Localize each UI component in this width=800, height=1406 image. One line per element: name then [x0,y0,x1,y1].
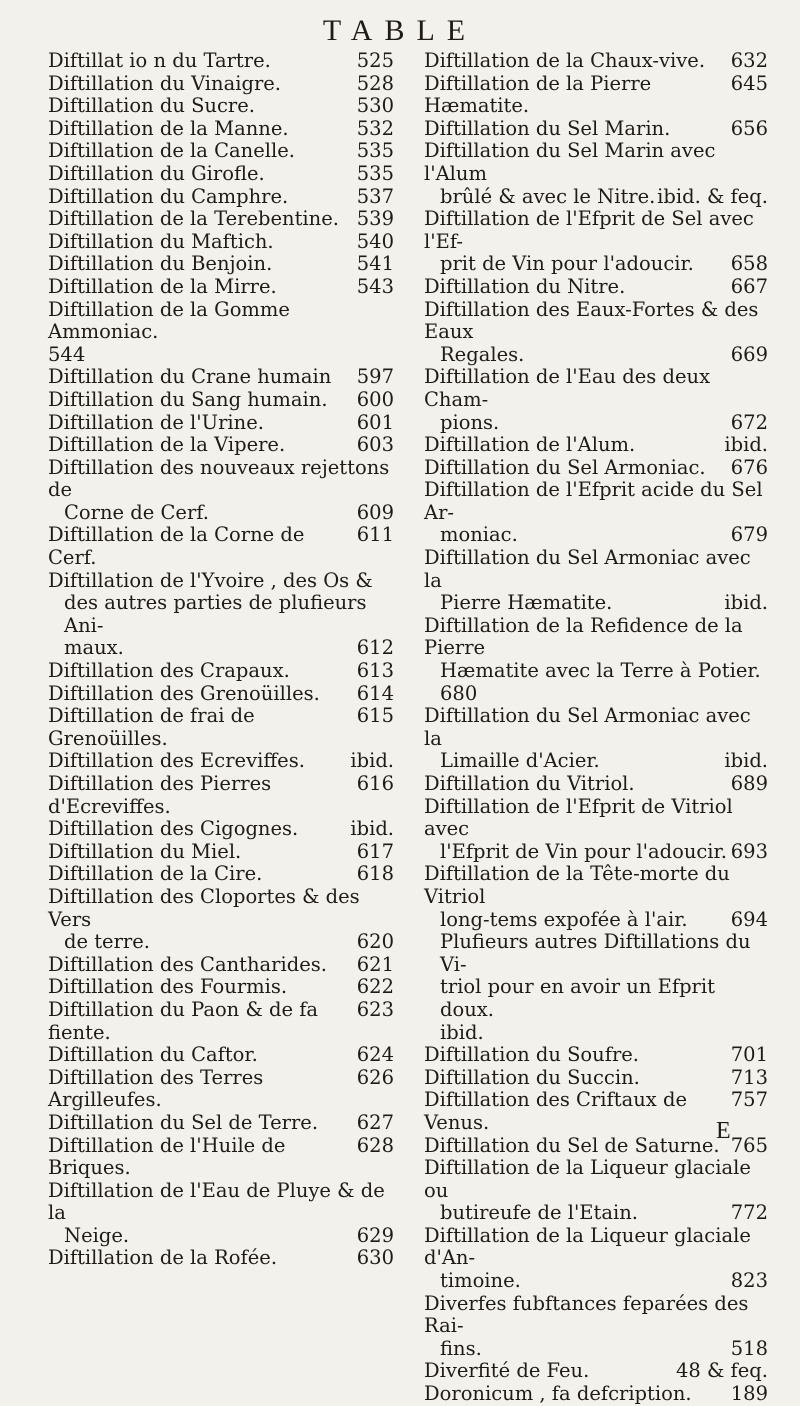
entry-title: Diftillation du Sucre. [48,94,255,118]
index-entry [424,841,768,864]
entry-title: Diftillation du Miel. [48,839,242,863]
index-column-right [424,50,768,1406]
entry-title: Diftillation de la Vipere. [48,433,286,457]
index-entry [424,186,768,209]
entry-page-number: 632 [730,49,768,72]
entry-title: butireufe de l'Etain. [440,1201,638,1225]
entry-title: Diftillation de la Refidence de la Pierre [424,613,743,660]
entry-title: triol pour en avoir un Efprit doux. [440,975,715,1021]
entry-title: Diftillation des Terres Argilleufes. [48,1065,264,1112]
index-entry [48,140,394,163]
entry-title: Diftillation des Criftaux de Venus. [424,1088,687,1134]
entry-title: 680 [440,681,478,705]
index-entry [48,863,394,886]
entry-title: 544 [48,342,86,366]
index-entry [424,118,768,141]
entry-title: Pierre Hæmatite. [440,591,613,615]
index-entry [48,457,394,502]
entry-title: Diftillation des Ecreviffes. [48,749,305,773]
index-entry [48,502,394,525]
entry-title: Doronicum , fa defcription. [424,1382,692,1406]
entry-page-number: ibid. [724,591,768,615]
entry-page-number: 823 [730,1269,768,1293]
entry-title: Diftillation du Girofle. [48,161,265,185]
entry-page-number: 679 [730,523,768,547]
entry-page-number: 518 [730,1336,768,1360]
entry-title: Diftillation du Crane humain [48,365,332,389]
entry-page-number: 614 [356,681,394,705]
index-entry [424,1383,768,1406]
index-entry [48,818,394,841]
entry-page-number: 645 [730,71,768,95]
entry-title: Diftillation du Sel Armoniac avec la [424,704,751,750]
entry-title: l'Efprit de Vin pour l'adoucir. [440,839,727,863]
index-entry [424,1202,768,1225]
index-entry [48,231,394,254]
entry-title: Diftillation de la Corne de Cerf. [48,523,305,570]
entry-title: Diftillation des Crapaux. [48,659,290,683]
entry-title: Diftillation de frai de Grenoüilles. [48,704,255,750]
entry-title: Diftillation des Fourmis. [48,975,288,999]
entry-page-number: 618 [356,862,394,886]
index-entry [424,1225,768,1270]
entry-title: Diverfes fubftances feparées des Rai- [424,1291,749,1338]
index-entry [424,705,768,750]
entry-page-number: 626 [356,1065,394,1089]
index-entry [48,253,394,276]
entry-title: Diftillation de la Canelle. [48,139,295,163]
index-entry [424,1044,768,1067]
index-entry [48,660,394,683]
index-entry [48,208,394,231]
entry-title: Neige. [64,1223,130,1247]
entry-title: Diftillation de l'Alum. [424,433,636,457]
entry-title: Diftillation du Caftor. [48,1043,258,1067]
entry-title: fins. [440,1336,482,1360]
entry-title: timoine. [440,1269,521,1293]
entry-title: Diftillation du Sel de Saturne. [424,1133,720,1157]
entry-title: Diftillation du Sel Armoniac. [424,455,706,479]
entry-page-number: 532 [356,116,394,140]
index-entry [48,954,394,977]
index-entry [48,524,394,569]
entry-page-number: 600 [356,387,394,411]
entry-title: Diftillation du Camphre. [48,184,289,208]
page-header-title: TABLE [322,14,478,47]
index-entry [48,389,394,412]
entry-title: Diftillation des Pierres d'Ecreviffes. [48,772,272,818]
entry-page-number: 537 [356,184,394,208]
index-entry [48,434,394,457]
entry-title: Diftillation du Succin. [424,1065,640,1089]
index-entry [424,1293,768,1338]
index-entry [424,366,768,411]
entry-title: pions. [440,410,500,434]
entry-title: Diftillation du Soufre. [424,1043,640,1067]
entry-title: Diftillation de l'Yvoire , des Os & [48,568,373,592]
index-entry [48,705,394,750]
entry-page-number: 772 [730,1201,768,1225]
index-entry [424,796,768,841]
index-entry [424,344,768,367]
entry-page-number: 667 [730,274,768,298]
entry-page-number: 528 [356,71,394,95]
index-entry [48,1112,394,1135]
index-entry [48,186,394,209]
entry-page-number: 713 [730,1065,768,1089]
index-entry [424,140,768,185]
entry-page-number: 621 [356,952,394,976]
index-entry [424,457,768,480]
entry-page-number: ibid. & feq. [657,184,768,208]
index-entry [48,1247,394,1270]
entry-title: Plufieurs autres Diftillations du Vi- [440,930,751,976]
entry-page-number: 609 [356,500,394,524]
entry-page-number: 624 [356,1043,394,1067]
entry-title: Diftillation du Maftich. [48,229,274,253]
entry-page-number: 693 [730,839,768,863]
entry-title: Regales. [440,342,525,366]
entry-title: Diftillation des Cantharides. [48,952,327,976]
index-entry [424,524,768,547]
index-entry [424,547,768,592]
index-entry [48,344,394,367]
index-entry [48,637,394,660]
entry-page-number: 620 [356,930,394,954]
index-entry [424,276,768,299]
index-entry [48,118,394,141]
index-entry [48,299,394,344]
entry-title: Diftillation du Sel Marin avec l'Alum [424,139,716,185]
entry-title: Diftillation du Sel de Terre. [48,1110,319,1134]
entry-page-number: ibid. [724,749,768,773]
entry-page-number: 603 [356,433,394,457]
entry-page-number: 543 [356,274,394,298]
index-entry [424,592,768,615]
index-entry [48,366,394,389]
index-entry [48,95,394,118]
entry-page-number: 630 [356,1246,394,1270]
entry-title: brûlé & avec le Nitre. [440,184,656,208]
entry-page-number: 669 [730,342,768,366]
entry-page-number: 613 [356,659,394,683]
entry-page-number: 765 [730,1133,768,1157]
entry-page-number: 617 [356,839,394,863]
entry-page-number: 539 [356,207,394,231]
entry-title: Diverfité de Feu. [424,1359,590,1383]
entry-title: Diftillation de la Cire. [48,862,263,886]
entry-title: Diftillation de l'Urine. [48,410,264,434]
index-entry [48,412,394,435]
index-entry [424,1157,768,1202]
entry-title: Diftillation de la Mirre. [48,274,277,298]
entry-title: des autres parties de plufieurs Ani- [64,591,367,637]
entry-title: ibid. [440,1020,484,1044]
entry-page-number: 623 [356,997,394,1021]
index-entry [48,683,394,706]
entry-title: de terre. [64,930,150,954]
entry-title: Diftillation de la Manne. [48,116,289,140]
entry-page-number: ibid. [350,749,394,773]
entry-title: Diftillation de la Liqueur glaciale d'An- [424,1223,751,1270]
entry-title: Diftillation du Paon & de fa fiente. [48,997,319,1044]
index-entry [424,299,768,344]
index-entry [424,253,768,276]
entry-title: Diftillation du Vitriol. [424,772,635,795]
entry-page-number: 628 [356,1133,394,1157]
entry-title: Diftillat io n du Tartre. [48,49,271,72]
entry-title: Diftillation de l'Efprit de Sel avec l'Ef- [424,207,754,253]
entry-title: Diftillation des Cigognes. [48,817,299,841]
entry-title: moniac. [440,523,518,547]
entry-page-number: 701 [730,1043,768,1067]
index-entry [424,1270,768,1293]
index-entry [48,999,394,1044]
entry-page-number: 597 [356,365,394,389]
entry-page-number: 189 [730,1382,768,1406]
entry-page-number: 757 [730,1088,768,1112]
index-entry [48,773,394,818]
entry-page-number: 694 [730,907,768,931]
entry-page-number: 658 [730,252,768,276]
entry-page-number: 676 [730,455,768,479]
signature-mark: E [716,1118,731,1144]
index-entry [424,683,768,706]
index-entry [48,1225,394,1248]
entry-title: Diftillation de l'Eau de Pluye & de la [48,1178,385,1225]
entry-title: Diftillation de la Liqueur glaciale ou [424,1156,751,1202]
index-column-left [48,50,394,1270]
entry-page-number: 601 [356,410,394,434]
index-entry [48,1067,394,1112]
entry-page-number: ibid. [724,433,768,457]
entry-page-number: 611 [356,523,394,547]
entry-page-number: 672 [730,410,768,434]
entry-title: Diftillation des Eaux-Fortes & des Eaux [424,297,759,344]
entry-page-number: 540 [356,229,394,253]
entry-title: Diftillation du Nitre. [424,274,626,298]
index-entry [48,750,394,773]
index-entry [424,1338,768,1361]
index-entry [424,434,768,457]
entry-title: Diftillation de l'Huile de Briques. [48,1133,286,1180]
index-entry [48,886,394,931]
index-entry [48,976,394,999]
entry-title: Diftillation des Cloportes & des Vers [48,884,360,931]
entry-page-number: 535 [356,161,394,185]
entry-title: Diftillation des Grenoüilles. [48,681,320,705]
index-entry [48,931,394,954]
index-entry [424,208,768,253]
entry-page-number: 48 & feq. [675,1359,768,1383]
entry-page-number: ibid. [350,817,394,841]
index-entry [48,1135,394,1180]
entry-page-number: 612 [356,636,394,660]
index-entry [424,479,768,524]
entry-title: Diftillation de la Terebentine. [48,207,339,231]
entry-title: Diftillation de la Gomme Ammoniac. [48,297,290,344]
entry-page-number: 616 [356,772,394,795]
index-entry [424,412,768,435]
entry-page-number: 629 [356,1223,394,1247]
entry-page-number: 530 [356,94,394,118]
entry-title: Diftillation de la Pierre Hæmatite. [424,71,652,118]
index-entry [48,570,394,593]
entry-title: Diftillation de la Chaux-vive. [424,49,706,72]
entry-title: prit de Vin pour l'adoucir. [440,252,694,276]
index-entry [48,163,394,186]
index-entry [424,1067,768,1090]
entry-title: Diftillation de l'Eau des deux Cham- [424,365,711,411]
entry-page-number: 622 [356,975,394,999]
entry-page-number: 535 [356,139,394,163]
entry-title: Diftillation du Vinaigre. [48,71,282,95]
entry-title: Diftillation de la Tête-morte du Vitriol [424,862,730,908]
entry-title: Diftillation des nouveaux rejettons de [48,455,390,502]
entry-title: Hæmatite avec la Terre à Potier. [440,659,761,683]
index-entry [424,863,768,908]
index-entry [48,592,394,637]
index-entry [424,50,768,73]
entry-title: Limaille d'Acier. [440,749,600,773]
index-entry [424,660,768,683]
index-entry [424,909,768,932]
index-entry [424,73,768,118]
index-entry [424,750,768,773]
index-entry [424,615,768,660]
entry-page-number: 627 [356,1110,394,1134]
entry-title: Diftillation de la Rofée. [48,1246,278,1270]
entry-title: Diftillation du Sel Marin. [424,116,671,140]
entry-title: Diftillation du Sel Armoniac avec la [424,546,751,592]
index-entry [424,931,768,976]
index-entry [48,1180,394,1225]
entry-title: Diftillation du Benjoin. [48,252,273,276]
index-entry [424,773,768,796]
index-entry [48,841,394,864]
index-entry [424,1360,768,1383]
index-entry [48,276,394,299]
entry-page-number: 541 [356,252,394,276]
entry-page-number: 689 [730,772,768,795]
index-entry [48,73,394,96]
entry-page-number: 656 [730,116,768,140]
index-entry [48,50,394,73]
index-entry [48,1044,394,1067]
entry-title: Corne de Cerf. [64,500,210,524]
entry-page-number: 615 [356,704,394,728]
index-entry [424,976,768,1021]
entry-title: Diftillation du Sang humain. [48,387,328,411]
entry-page-number: 525 [356,49,394,72]
index-entry [424,1022,768,1045]
entry-title: maux. [64,636,124,660]
entry-title: long-tems expofée à l'air. [440,907,688,931]
entry-title: Diftillation de l'Efprit acide du Sel Ar- [424,478,763,524]
entry-title: Diftillation de l'Efprit de Vitriol avec [424,794,733,841]
